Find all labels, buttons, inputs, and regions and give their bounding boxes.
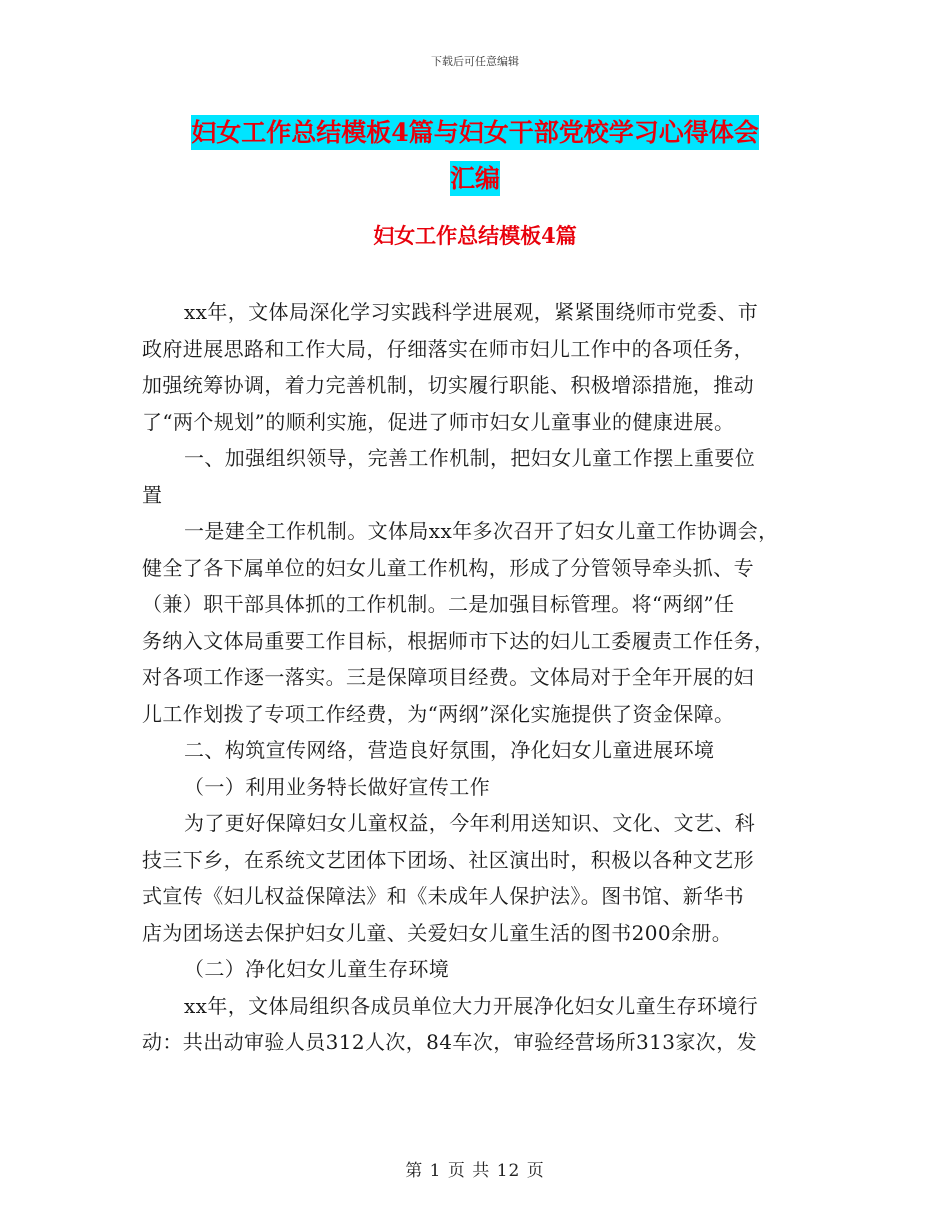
paragraph-line: 务纳入文体局重要工作目标，根据师市下达的妇儿工委履责工作任务， [142,628,775,653]
paragraph-line: 儿工作划拨了专项工作经费，为“两纲”深化实施提供了资金保障。 [142,701,735,726]
paragraph-line: 式宣传《妇儿权益保障法》和《未成年人保护法》。图书馆、新华书 [142,884,744,908]
paragraph-line: 一、加强组织领导，完善工作机制，把妇女儿童工作摆上重要位 [184,446,756,470]
paragraph-line: 健全了各下属单位的妇女儿童工作机构，形成了分管领导牵头抓、专 [142,555,754,580]
paragraph-line: 二、构筑宣传网络，营造良好氛围，净化妇女儿童进展环境 [184,738,715,762]
title-line-2: 汇编 [450,161,500,196]
body-text [142,294,817,1061]
section-title: 妇女工作总结模板4篇 [373,223,577,248]
paragraph-line: 店为团场送去保护妇女儿童、关爱妇女儿童生活的图书200余册。 [142,920,733,945]
header-note: 下载后可任意编辑 [431,55,519,68]
paragraph-line: 技三下乡，在系统文艺团体下团场、社区演出时，积极以各种文艺形 [142,847,754,872]
paragraph-line: （二）净化妇女儿童生存环境 [184,957,450,981]
paragraph-line: 为了更好保障妇女儿童权益，今年利用送知识、文化、文艺、科 [184,811,756,835]
paragraph-line: 一是建全工作机制。文体局xx年多次召开了妇女儿童工作协调会， [184,519,779,543]
paragraph-line: 动：共出动审验人员312人次，84车次，审验经营场所313家次，发 [142,1030,757,1054]
paragraph-line: xx年，文体局组织各成员单位大力开展净化妇女儿童生存环境行 [184,993,759,1018]
paragraph-line: 政府进展思路和工作大局，仔细落实在师市妇儿工作中的各项任务， [142,336,754,361]
paragraph-line: 加强统筹协调，着力完善机制，切实履行职能、积极增添措施，推动 [142,373,754,397]
page-number: 第 1 页 共 12 页 [405,1161,545,1181]
paragraph-line: 对各项工作逐一落实。三是保障项目经费。文体局对于全年开展的妇 [142,665,754,689]
paragraph-line: xx年，文体局深化学习实践科学进展观，紧紧围绕师市党委、市 [184,300,759,324]
paragraph-line: 置 [142,482,163,507]
paragraph-line: （兼）职干部具体抓的工作机制。二是加强目标管理。将“两纲”任 [142,592,735,616]
document-title [0,110,950,202]
paragraph-line: 了“两个规划”的顺利实施，促进了师市妇女儿童事业的健康进展。 [142,409,735,434]
title-line-1: 妇女工作总结模板4篇与妇女干部党校学习心得体会 [191,115,758,150]
paragraph-line: （一）利用业务特长做好宣传工作 [184,774,490,799]
